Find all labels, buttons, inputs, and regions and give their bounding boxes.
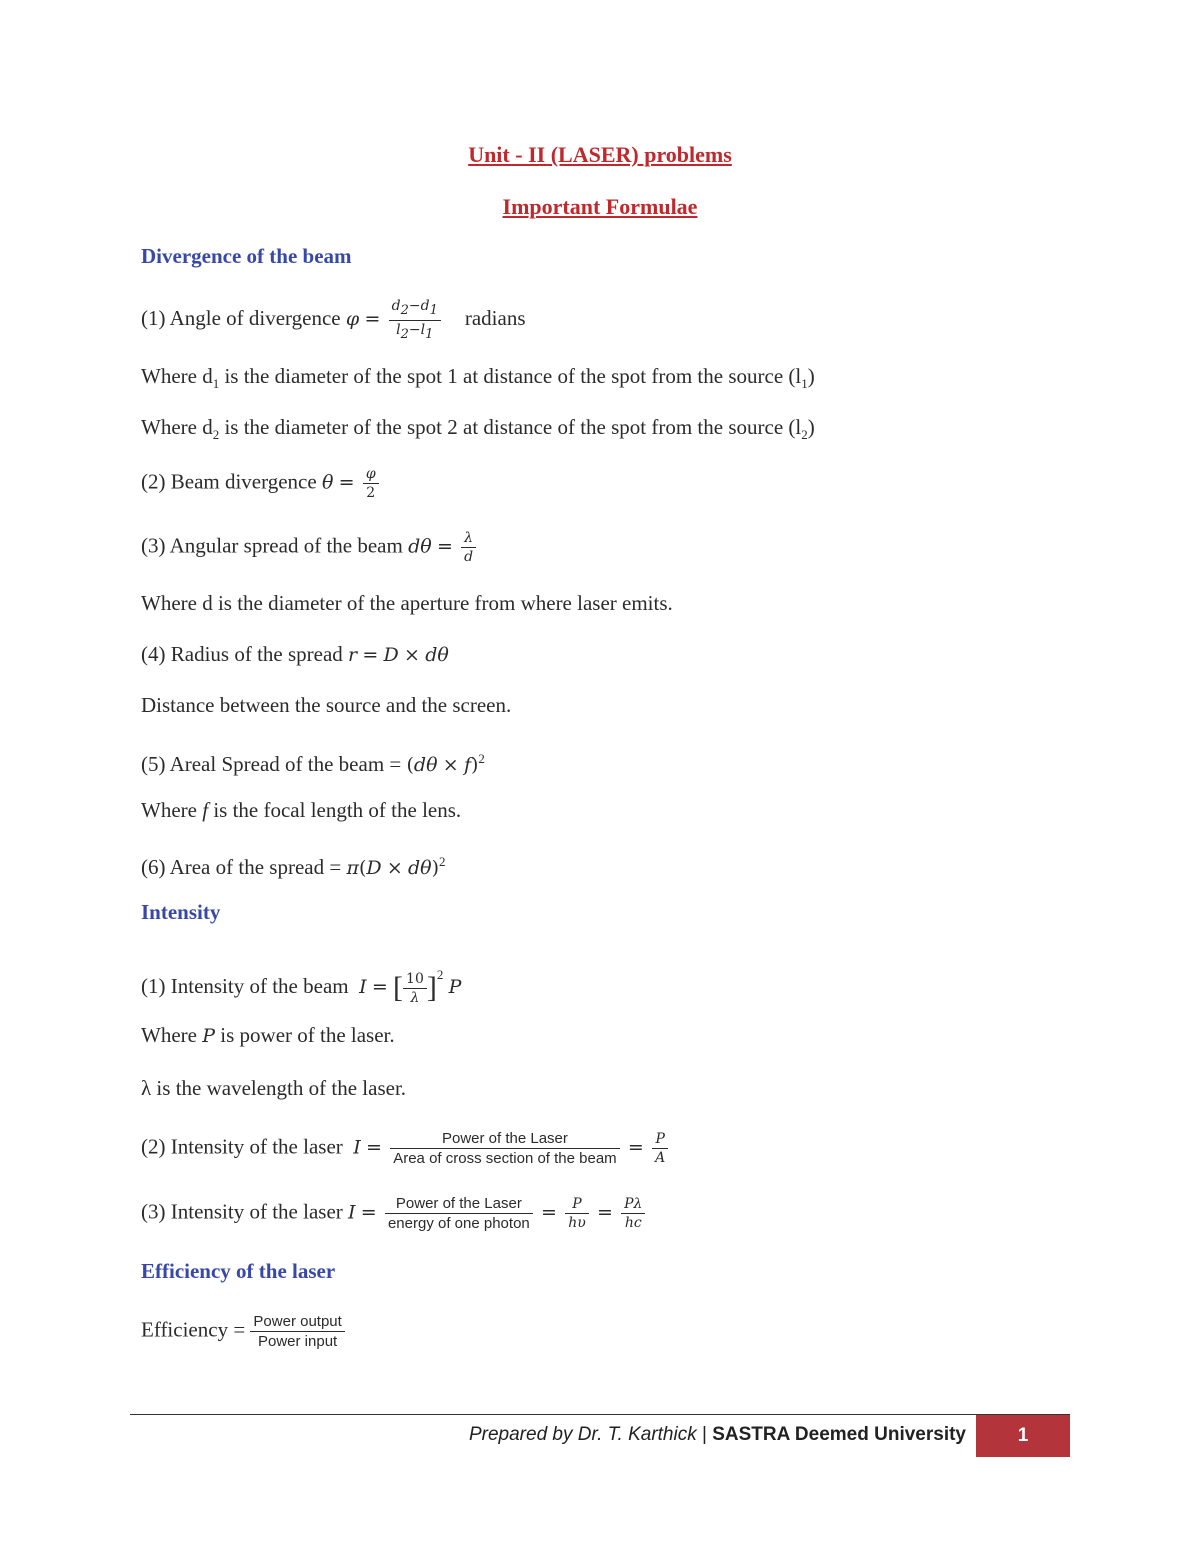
distance-note: Distance between the source and the screen. — [141, 693, 512, 717]
unit-radians: radians — [464, 306, 526, 331]
formula-intensity-laser-photon: (3) Intensity of the laser I = $\frac{\text{Power of the Laser}}{\text{energy of one photon}}$ = $\frac{P}{h\upsilon}$ = $\frac{P\lambda}{hc}$ — [141, 1195, 648, 1233]
page-number: 1 — [976, 1415, 1070, 1457]
footer-separator: | — [696, 1424, 713, 1445]
efficiency-heading: Efficiency of the laser — [141, 1259, 336, 1283]
formula-label: (1) Angle of divergence — [141, 306, 341, 331]
where-p-line: Where P is power of the laser. — [141, 1023, 395, 1047]
where-f-line: Where f is the focal length of the lens. — [141, 798, 462, 822]
formula-intensity-beam: (1) Intensity of the beam I = [ $\frac{10}{\lambda}$ ]$^2$ P — [141, 967, 462, 1006]
formula-intensity-laser-area: (2) Intensity of the laser I = $\frac{\text{Power of the Laser}}{\text{Area of cross section of the beam}}$ = $\frac{P}{A}$ — [141, 1130, 671, 1168]
page-title: Unit - II (LASER) problems — [468, 142, 732, 167]
lambda-note: λ is the wavelength of the laser. — [141, 1076, 407, 1100]
footer-prepared: Prepared by Dr. T. Karthick — [468, 1424, 697, 1445]
footer-university: SASTRA Deemed University — [712, 1424, 966, 1445]
formula-beam-divergence: (2) Beam divergence θ = $\frac{\varphi}{2}$ — [141, 466, 382, 501]
page-subtitle: Important Formulae — [502, 194, 698, 219]
where-d-aperture: Where d is the diameter of the aperture from where laser emits. — [141, 591, 673, 615]
intensity-heading: Intensity — [141, 900, 221, 924]
formula-angular-spread: (3) Angular spread of the beam dθ = $\frac{\lambda}{d}$ — [141, 530, 479, 565]
formula-efficiency: Efficiency = $\frac{\text{Power output}}{\text{Power input}}$ — [141, 1313, 348, 1351]
formula-angle-of-divergence: (1) Angle of divergence φ = $\frac{d_2-d_1}{l_2-l_1}$ radians — [141, 298, 526, 342]
where-d2-line: Where $d_2$ is the diameter of the spot 2 at distance of the spot from the source $(l_2)$ — [141, 415, 815, 443]
footer-divider — [130, 1414, 1070, 1415]
formula-areal-spread: (5) Areal Spread of the beam = $(d\theta \times f)^2$ — [141, 751, 485, 776]
divergence-heading: Divergence of the beam — [141, 244, 352, 268]
footer-credit — [130, 1424, 966, 1446]
where-d1-line: Where $d_1$ is the diameter of the spot 1 at distance of the spot from the source $(l_1)$ — [141, 364, 815, 392]
formula-area-of-spread: (6) Area of the spread = $\pi(D \times d\theta)^2$ — [141, 854, 446, 879]
formula-radius-of-spread: (4) Radius of the spread r = D × dθ — [141, 642, 449, 666]
